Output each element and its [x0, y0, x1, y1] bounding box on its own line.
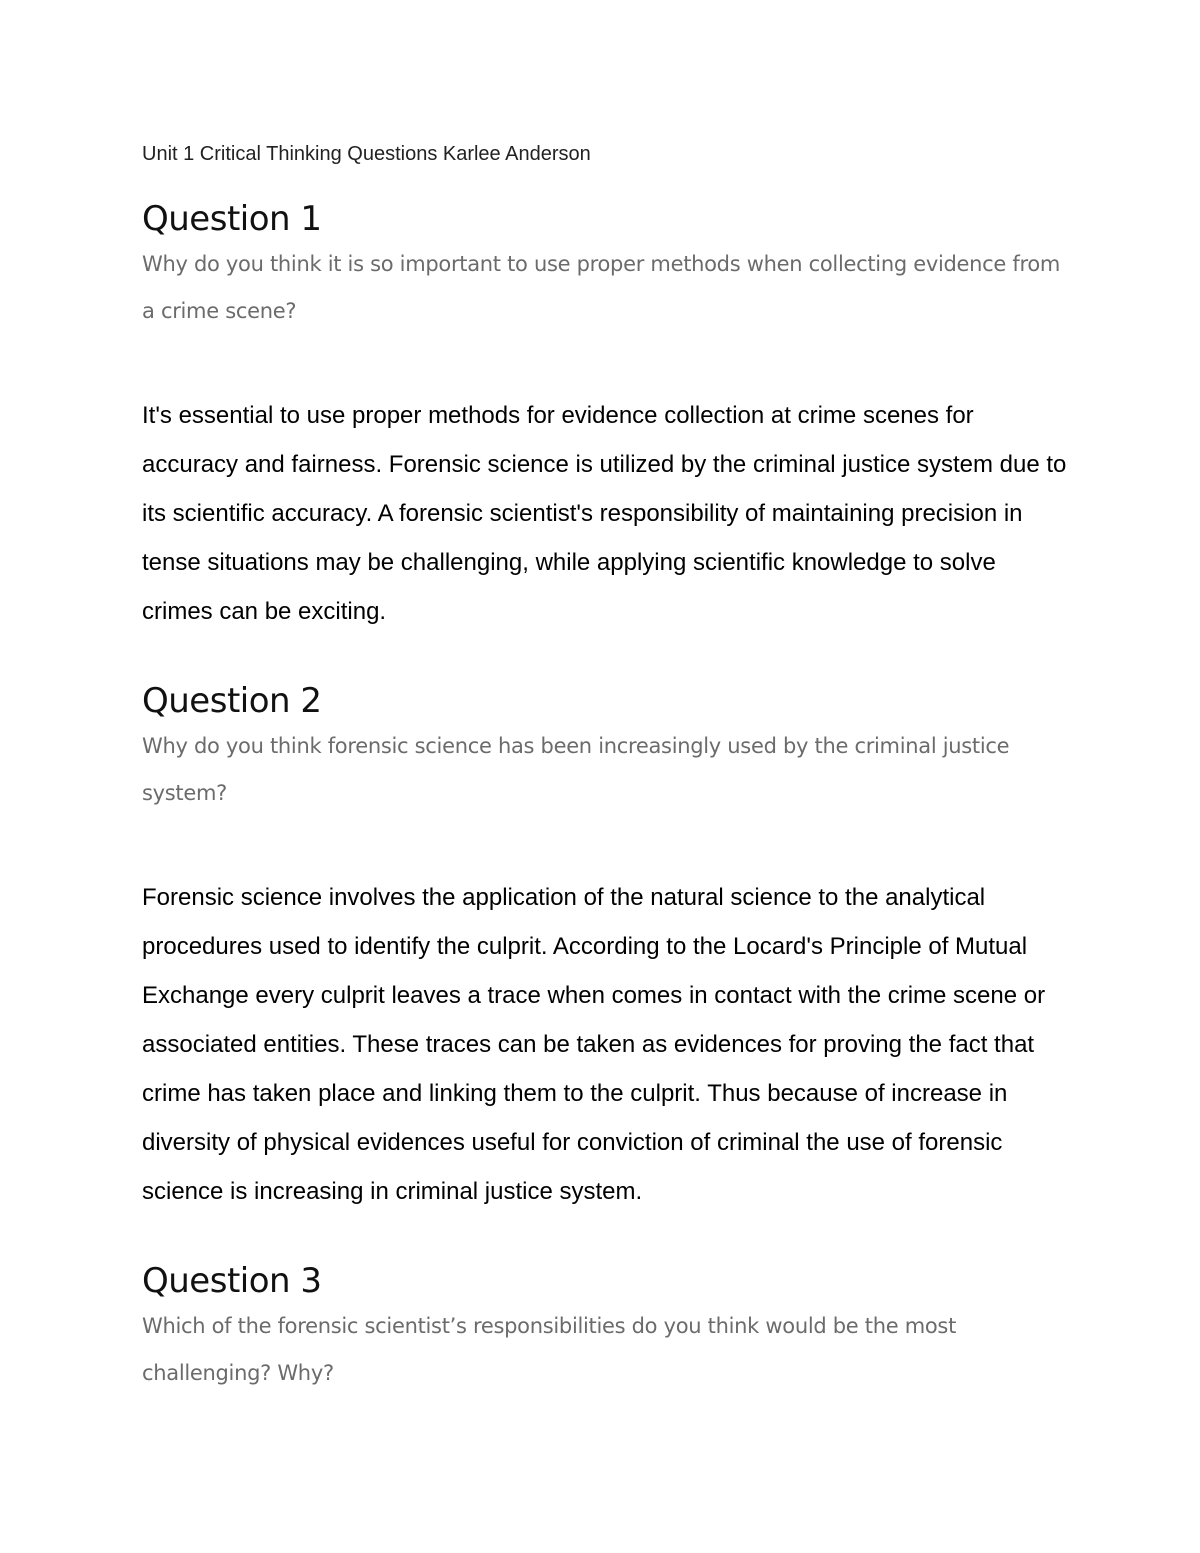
- question-1-answer: It's essential to use proper methods for evidence collection at crime scenes for accuracy and fairness. Forensic science is utilized by the criminal justice system due to its scientific accuracy. A forensic scientist's responsibility of maintaining precision in tense situations may be challenging, while applying scientific knowledge to solve crimes can be exciting.: [142, 402, 1067, 625]
- question-1-section: [142, 197, 1072, 636]
- question-2-heading: Question 2: [142, 681, 322, 721]
- question-3-prompt: Which of the forensic scientist’s responsibilities do you think would be the most challenging? Why?: [142, 1314, 957, 1385]
- question-2-section: [142, 679, 1072, 1216]
- question-2-answer: Forensic science involves the application of the natural science to the analytical procedures used to identify the culprit. According to the Locard's Principle of Mutual Exchange every culprit leaves a trace when comes in contact with the crime scene or associated entities. These traces can be taken as evidences for proving the fact that crime has taken place and linking them to the culprit. Thus because of increase in diversity of physical evidences useful for conviction of criminal the use of forensic science is increasing in criminal justice system.: [142, 884, 1046, 1205]
- question-3-heading: Question 3: [142, 1261, 322, 1301]
- question-3-section: [142, 1259, 1072, 1397]
- document-body: [142, 138, 1072, 1397]
- question-2-prompt: Why do you think forensic science has been increasingly used by the criminal justice system?: [142, 734, 1010, 805]
- question-1-heading: Question 1: [142, 199, 322, 239]
- document-title: Unit 1 Critical Thinking Questions Karlee Anderson: [142, 143, 591, 165]
- question-1-prompt: Why do you think it is so important to use proper methods when collecting evidence from a crime scene?: [142, 252, 1061, 323]
